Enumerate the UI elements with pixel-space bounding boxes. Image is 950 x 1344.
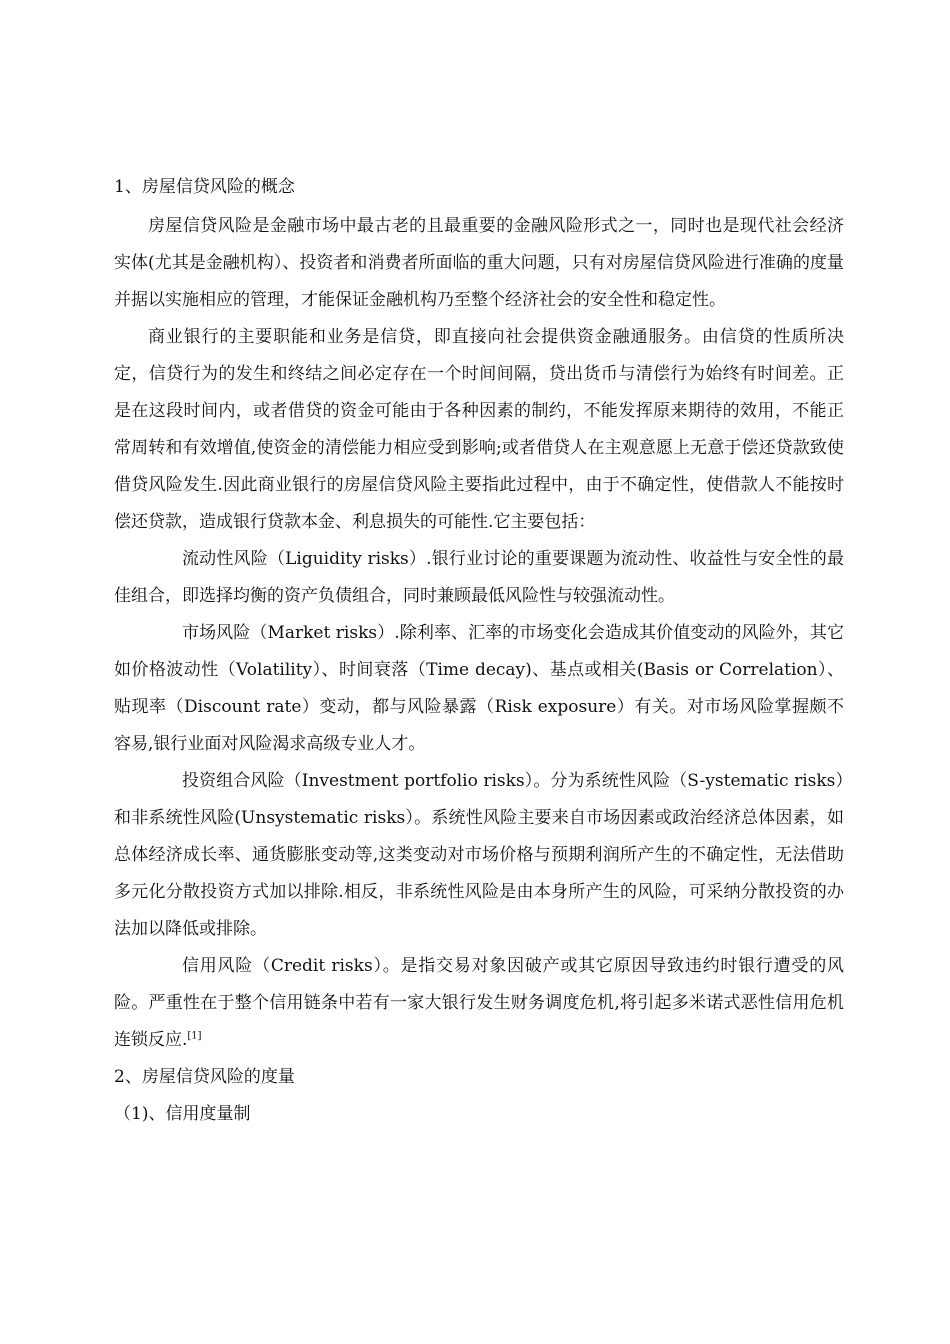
paragraph-portfolio-risk: 投资组合风险（Investment portfolio risks）。分为系统性风险（S-ystematic risks）和非系统性风险(Unsystematic risks）。系统性风险主要来自市场因素或政治经济总体因素，如总体经济成长率、通货膨胀变动等,这类变动对市场价格与预期利润所产生的不确定性，无法借助多元化分散投资方式加以排除.相反，非系统性风险是由本身所产生的风险，可采纳分散投资的办法加以降低或排除。 <box>114 771 844 939</box>
section-heading-concept: 1、房屋信贷风险的概念 <box>114 177 295 197</box>
section-heading-measurement: 2、房屋信贷风险的度量 <box>114 1067 295 1087</box>
paragraph-intro: 房屋信贷风险是金融市场中最古老的且最重要的金融风险形式之一，同时也是现代社会经济实体(尤其是金融机构）、投资者和消费者所面临的重大问题，只有对房屋信贷风险进行准确的度量并据以实施相应的管理，才能保证金融机构乃至整个经济社会的安全性和稳定性。 <box>114 216 844 310</box>
paragraph-market-risk: 市场风险（Market risks）.除利率、汇率的市场变化会造成其价值变动的风险外，其它如价格波动性（Volatility）、时间衰落（Time decay)、基点或相关(Basis or Correlation）、贴现率（Discount rate）变动，都与风险暴露（Risk exposure）有关。对市场风险掌握颇不容易,银行业面对风险渴求高级专业人才。 <box>114 623 844 754</box>
subsection-heading-credit-metrics: （1)、信用度量制 <box>114 1104 251 1124</box>
document-page <box>114 172 844 1133</box>
paragraph-bank-credit: 商业银行的主要职能和业务是信贷，即直接向社会提供资金融通服务。由信贷的性质所决定，信贷行为的发生和终结之间必定存在一个时间间隔，贷出货币与清偿行为始终有时间差。正是在这段时间内，或者借贷的资金可能由于各种因素的制约，不能发挥原来期待的效用，不能正常周转和有效增值,使资金的清偿能力相应受到影响;或者借贷人在主观意愿上无意于偿还贷款致使借贷风险发生.因此商业银行的房屋信贷风险主要指此过程中，由于不确定性，使借款人不能按时偿还贷款，造成银行贷款本金、利息损失的可能性.它主要包括： <box>114 327 844 532</box>
credit-risk-text: 信用风险（Credit risks）。是指交易对象因破产或其它原因导致违约时银行遭受的风险。严重性在于整个信用链条中若有一家大银行发生财务调度危机,将引起多米诺式恶性信用危机连锁反应. <box>114 956 844 1050</box>
paragraph-liquidity-risk: 流动性风险（Liguidity risks）.银行业讨论的重要课题为流动性、收益性与安全性的最佳组合，即选择均衡的资产负债组合，同时兼顾最低风险性与较强流动性。 <box>114 549 844 606</box>
citation-reference[interactable]: [1] <box>187 1030 202 1042</box>
paragraph-credit-risk <box>114 948 844 1059</box>
